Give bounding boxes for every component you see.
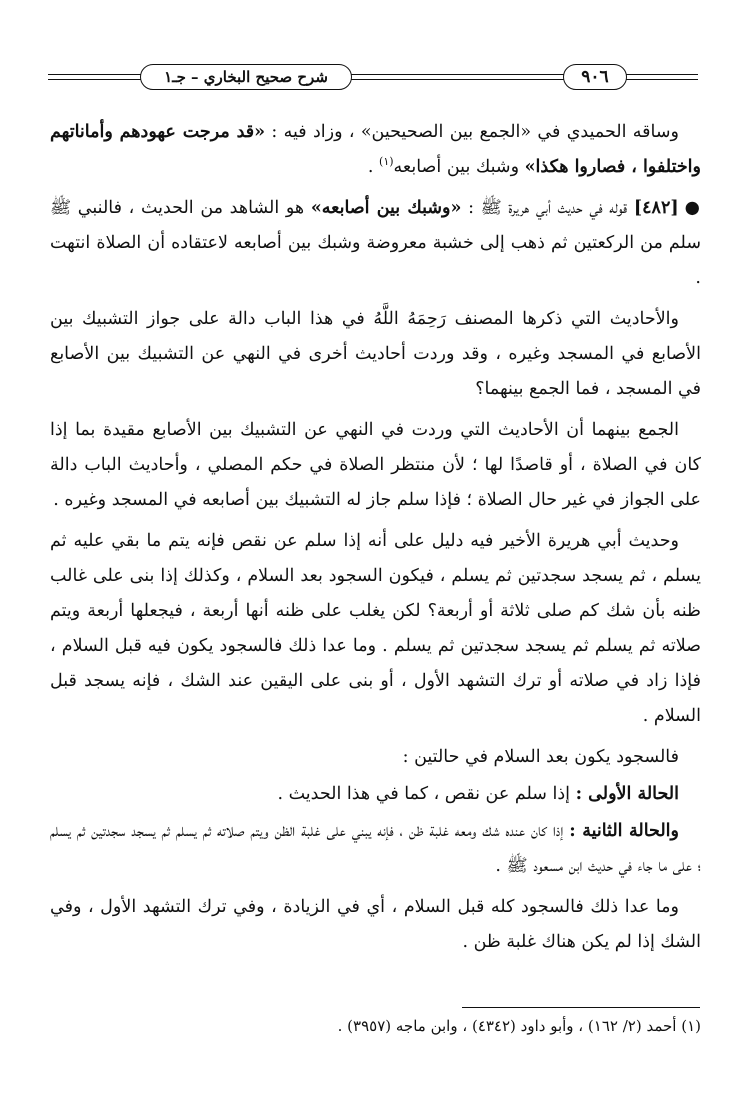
quoted-hadith: «وشبك بين أصابعه» [310,198,462,218]
footnote-ref[interactable]: (١) [379,155,394,169]
text-run: وشبك بين أصابعه [393,157,525,177]
text-run: وساقه الحميدي في «الجمع بين الصحيحين» ، وزاد فيه : [265,122,679,142]
paragraph-two-cases: فالسجود يكون بعد السلام في حالتين : [402,747,679,767]
paragraph-hadith-482 [50,191,701,296]
page-body [50,115,701,966]
footnote-separator [462,1007,700,1008]
paragraph-reconciliation: الجمع بينهما أن الأحاديث التي وردت في النهي عن التشبيك بين الأصابع مقيدة بما إذا كان في الصلاة ، أو قاصدًا لها ؛ لأن منتظر الصلاة في حكم المصلي ، وأحاديث الباب دالة على الجواز في غير حال الصلاة ؛ فإذا سلم جاز له التشبيك بين أصابعه في المسجد وغيره . [50,420,701,510]
text-run: قوله في حديث أبي هريرة ﷺ : [461,198,634,218]
case-label: الحالة الأولى : [575,784,679,804]
hadith-number: [٤٨٢] [633,198,679,218]
text-run: إذا كان عنده شك ومعه غلبة ظن ، فإنه يبني على غلبة الظن ويتم صلاته ثم يسلم ثم يسجد سجدتين ثم يسلم ؛ على ما جاء في حديث ابن مسعود ﷺ . [50,821,701,876]
paragraph-abu-hurayra: وحديث أبي هريرة الأخير فيه دليل على أنه إذا سلم عن نقص فإنه يتم ما بقي عليه ثم يسلم ، ثم يسجد سجدتين ثم يسلم ، فيكون السجود بعد السلام ، وكذلك إذا بنى على غالب ظنه بأن شك كم صلى ثلاثة أو أربعة؟ لكن يغلب على ظنه أنها أربعة ، فيجعلها أربعة ويتم صلاته ثم يسلم ثم يسجد سجدتين ثم يسلم . وما عدا ذلك فالسجود يكون فيه قبل السلام ، فإذا زاد في صلاته أو ترك التشهد الأول ، أو بنى على اليقين عند الشك ، فإنه يسجد قبل السلام . [50,531,701,726]
page-header [48,58,698,98]
page-number: ٩٠٦ [563,64,627,90]
paragraph-conclusion: وما عدا ذلك فالسجود كله قبل السلام ، أي في الزيادة ، وفي ترك التشهد الأول ، وفي الشك إذا لم يكن هناك غلبة ظن . [50,897,701,952]
text-run: . [367,157,380,177]
quoted-hadith: «قد مرجت عهودهم وأماناتهم واختلفوا ، فصاروا هكذا» [50,122,701,177]
text-run: هو الشاهد من الحديث ، فالنبي ﷺ سلم من الركعتين ثم ذهب إلى خشبة معروضة وشبك بين أصابعه لاعتقاده أن الصلاة انتهت . [50,198,701,288]
paragraph-case-one [50,777,701,812]
footnote: (١) أحمد (٢/ ١٦٢) ، وأبو داود (٤٣٤٢) ، وابن ماجه (٣٩٥٧) . [337,1017,701,1035]
case-label: والحالة الثانية : [569,821,679,841]
paragraph-hadiths-tashbik: والأحاديث التي ذكرها المصنف رَحِمَهُ اللَّهُ في هذا الباب دالة على جواز التشبيك بين الأصابع في المسجد وغيره ، وقد وردت أحاديث أخرى في النهي عن التشبيك بين الأصابع في المسجد ، فما الجمع بينهما؟ [50,309,701,399]
running-title: شرح صحيح البخاري – جـ١ [140,64,352,90]
bullet-icon: ● [684,198,702,218]
paragraph-case-two [50,814,701,884]
text-run: إذا سلم عن نقص ، كما في هذا الحديث . [277,784,576,804]
paragraph-humaidi [50,115,701,185]
